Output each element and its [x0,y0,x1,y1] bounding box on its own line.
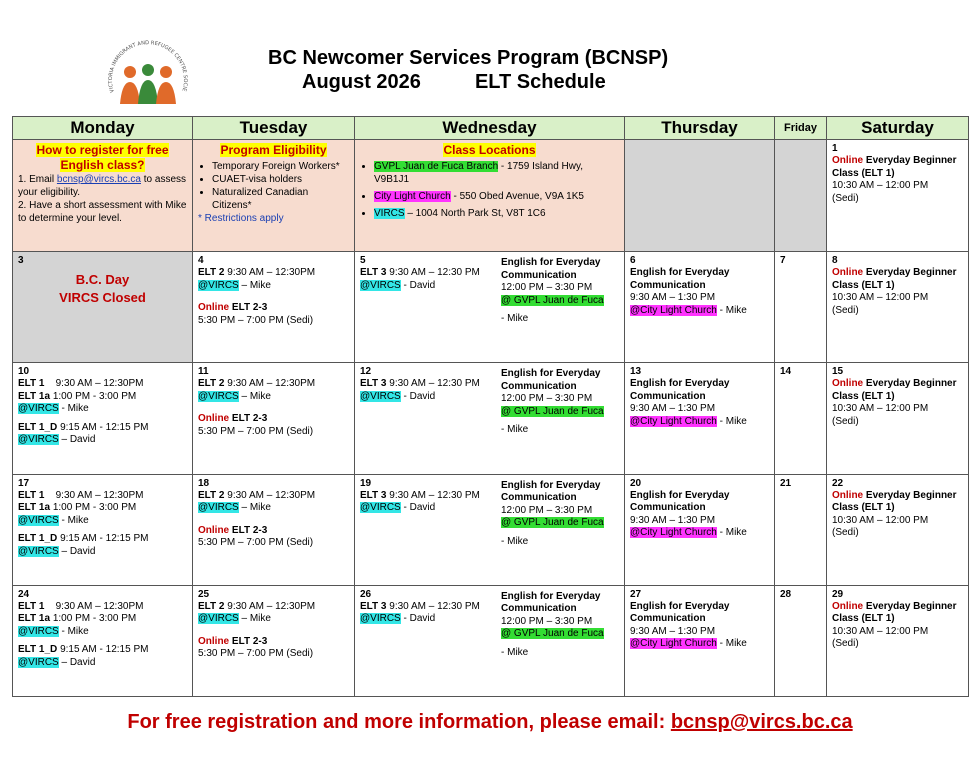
title-subtitle [230,70,790,94]
eligibility-item: • CUAET-visa holders [212,173,349,186]
date-number: 11 [198,366,209,378]
footer-contact [0,711,980,734]
day-header-saturday: Saturday [827,117,969,140]
eligibility-item: • Temporary Foreign Workers* [212,160,349,173]
footer-text: For free registration and more information, please email: [127,711,671,733]
day-cell-thu: 20 English for Everyday Communication 9:30 AM – 1:30 PM @City Light Church - Mike [625,474,775,585]
date-number: 13 [630,366,642,378]
footer-email-link[interactable]: bcnsp@vircs.bc.ca [670,711,853,733]
day-header-wednesday: Wednesday [355,117,625,140]
location-item: • City Light Church - 550 Obed Avenue, V9A 1K5 [374,190,619,203]
page-title [230,46,790,94]
eligibility-title: Program Eligibility [220,143,327,158]
day-cell-tue: 11 ELT 2 9:30 AM – 12:30PM @VIRCS – Mike Online ELT 2-3 5:30 PM – 7:00 PM (Sedi) [193,363,355,474]
date-number: 4 [198,255,204,267]
schedule-calendar [12,116,969,697]
date-number: 7 [780,255,786,267]
eligibility-note: * Restrictions apply [198,213,284,225]
locations-info-cell [355,140,625,252]
register-title: How to register for free English class? [36,143,169,173]
week-row [13,363,969,474]
register-step-1: 1. Email bcnsp@vircs.bc.ca to assess your eligibility. [18,174,187,199]
day-cell-thu: 6 English for Everyday Communication 9:30 AM – 1:30 PM @City Light Church - Mike [625,252,775,363]
day-cell-mon: 10 ELT 1 9:30 AM – 12:30PM ELT 1a 1:00 PM - 3:00 PM @VIRCS - Mike ELT 1_D 9:15 AM - 12:15 PM @VIRCS – David [13,363,193,474]
date-number: 17 [18,477,30,489]
day-cell-mon [13,252,193,363]
day-cell-mon: 17 ELT 1 9:30 AM – 12:30PM ELT 1a 1:00 PM - 3:00 PM @VIRCS - Mike ELT 1_D 9:15 AM - 12:15 PM @VIRCS – David [13,474,193,585]
register-email-link[interactable]: bcnsp@vircs.bc.ca [56,174,141,186]
day-cell-wed: 12 ELT 3 9:30 AM – 12:30 PM @VIRCS - David English for Everyday Communication 12:00 PM – 3:30 PM @ GVPL Juan de Fuca - Mike [355,363,625,474]
day-cell-sat: 15 Online Everyday Beginner Class (ELT 1) 10:30 AM – 12:00 PM (Sedi) [827,363,969,474]
title-program: BC Newcomer Services Program (BCNSP) [268,47,669,69]
day-cell-fri [775,474,827,585]
locations-list [360,160,619,220]
date-number: 15 [832,366,844,378]
day-cell-sat: 8 Online Everyday Beginner Class (ELT 1) 10:30 AM – 12:00 PM (Sedi) [827,252,969,363]
day-header-monday: Monday [13,117,193,140]
date-number: 26 [360,588,372,600]
day-header-friday: Friday [775,117,827,140]
empty-day-cell [775,140,827,252]
day-cell-tue: 4 ELT 2 9:30 AM – 12:30PM @VIRCS – Mike Online ELT 2-3 5:30 PM – 7:00 PM (Sedi) [193,252,355,363]
day-header-thursday: Thursday [625,117,775,140]
register-step-2: 2. Have a short assessment with Mike to determine your level. [18,200,187,225]
location-item: • VIRCS – 1004 North Park St, V8T 1C6 [374,207,619,220]
day-cell-fri [775,252,827,363]
day-cell-mon: 24 ELT 1 9:30 AM – 12:30PM ELT 1a 1:00 PM - 3:00 PM @VIRCS - Mike ELT 1_D 9:15 AM - 12:15 PM @VIRCS – David [13,585,193,696]
eligibility-list [198,160,349,212]
date-number: 21 [780,477,792,489]
date-number: 5 [360,255,366,267]
week-row [13,252,969,363]
svg-text:VICTORIA IMMIGRANT AND REFUGEE: VICTORIA IMMIGRANT AND REFUGEE CENTRE SOCIE [107,40,189,94]
day-cell-tue: 25 ELT 2 9:30 AM – 12:30PM @VIRCS – Mike Online ELT 2-3 5:30 PM – 7:00 PM (Sedi) [193,585,355,696]
date-number: 14 [780,366,792,378]
date-number: 27 [630,588,642,600]
date-number: 20 [630,477,642,489]
holiday-name: B.C. Day [75,272,130,288]
date-number: 24 [18,588,30,600]
closed-notice: VIRCS Closed [59,290,146,306]
day-header-tuesday: Tuesday [193,117,355,140]
day-cell-tue: 18 ELT 2 9:30 AM – 12:30PM @VIRCS – Mike Online ELT 2-3 5:30 PM – 7:00 PM (Sedi) [193,474,355,585]
day-cell-wed: 19 ELT 3 9:30 AM – 12:30 PM @VIRCS - David English for Everyday Communication 12:00 PM – 3:30 PM @ GVPL Juan de Fuca - Mike [355,474,625,585]
date-number: 8 [832,255,838,267]
date-number: 29 [832,588,844,600]
eligibility-item: • Naturalized Canadian Citizens* [212,186,349,212]
title-schedule: ELT Schedule [474,71,606,93]
date-number: 22 [832,477,844,489]
date-number: 12 [360,366,372,378]
week-row [13,585,969,696]
empty-day-cell [625,140,775,252]
day-cell-wed: 26 ELT 3 9:30 AM – 12:30 PM @VIRCS - David English for Everyday Communication 12:00 PM – 3:30 PM @ GVPL Juan de Fuca - Mike [355,585,625,696]
day-cell-fri [775,585,827,696]
register-info-cell [13,140,193,252]
day-cell-sat: 22 Online Everyday Beginner Class (ELT 1) 10:30 AM – 12:00 PM (Sedi) [827,474,969,585]
week-row [13,474,969,585]
day-cell-sat: 29 Online Everyday Beginner Class (ELT 1) 10:30 AM – 12:00 PM (Sedi) [827,585,969,696]
title-month: August 2026 [302,71,421,93]
date-number: 10 [18,366,30,378]
day-cell-thu: 13 English for Everyday Communication 9:30 AM – 1:30 PM @City Light Church - Mike [625,363,775,474]
eligibility-info-cell [193,140,355,252]
date-number: 6 [630,255,636,267]
locations-title: Class Locations [443,143,536,158]
day-cell-fri [775,363,827,474]
day-cell-thu: 27 English for Everyday Communication 9:30 AM – 1:30 PM @City Light Church - Mike [625,585,775,696]
week-row [13,140,969,252]
day-cell-wed: 5 ELT 3 9:30 AM – 12:30 PM @VIRCS - David English for Everyday Communication 12:00 PM – 3:30 PM @ GVPL Juan de Fuca - Mike [355,252,625,363]
vircs-logo [100,32,196,128]
date-number: 1 [832,143,838,155]
date-number: 18 [198,477,210,489]
date-number: 28 [780,588,792,600]
location-item: • GVPL Juan de Fuca Branch - 1759 Island Hwy, V9B1J1 [374,160,619,186]
date-number: 3 [18,255,24,267]
day-cell-sat: 1 Online Everyday Beginner Class (ELT 1) 10:30 AM – 12:00 PM (Sedi) [827,140,969,252]
date-number: 19 [360,477,372,489]
day-header-row [13,117,969,140]
date-number: 25 [198,588,210,600]
